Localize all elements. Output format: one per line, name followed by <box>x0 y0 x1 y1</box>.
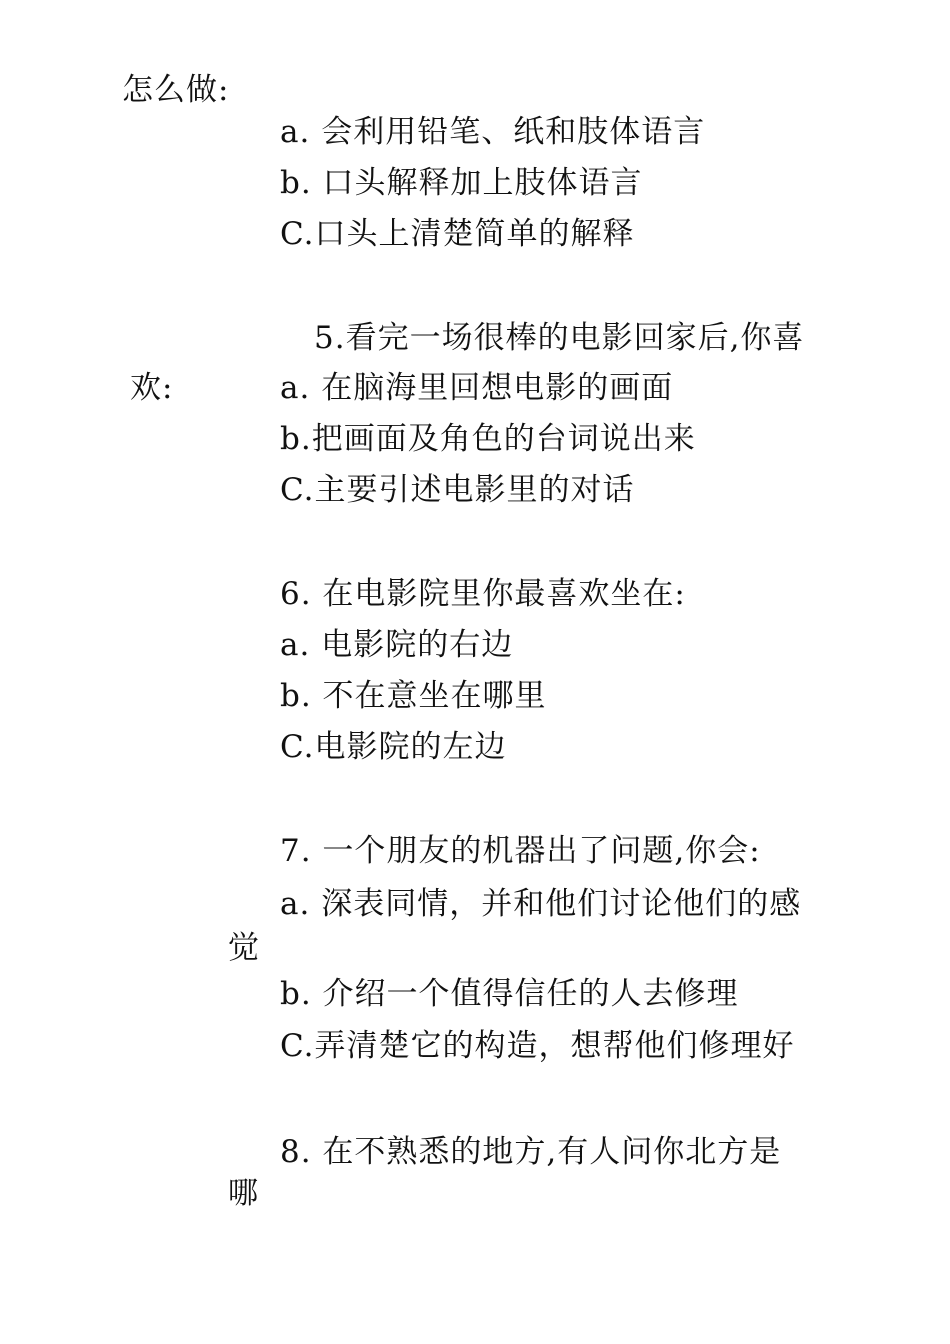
q4-option-a: a. 会利用铅笔、纸和肢体语言 <box>280 114 706 150</box>
q6-prompt: 6. 在电影院里你最喜欢坐在: <box>280 576 686 612</box>
q5-option-b: b.把画面及角色的台词说出来 <box>280 421 696 457</box>
q7-option-a-continuation: 觉 <box>228 930 260 966</box>
q6-option-b: b. 不在意坐在哪里 <box>280 678 547 714</box>
q4-option-b: b. 口头解释加上肢体语言 <box>280 165 643 201</box>
q4-option-c: C.口头上清楚简单的解释 <box>280 216 635 252</box>
q7-option-b: b. 介绍一个值得信任的人去修理 <box>280 976 739 1012</box>
q6-option-c: C.电影院的左边 <box>280 729 507 765</box>
q4-continuation: 怎么做: <box>122 72 230 108</box>
q6-option-a: a. 电影院的右边 <box>280 627 514 663</box>
q8-continuation: 哪 <box>228 1176 259 1211</box>
q7-prompt: 7. 一个朋友的机器出了问题,你会: <box>280 833 761 869</box>
q8-prompt: 8. 在不熟悉的地方,有人问你北方是 <box>280 1134 782 1170</box>
q5-prompt: 5.看完一场很棒的电影回家后,你喜 <box>314 320 805 356</box>
q5-option-a: a. 在脑海里回想电影的画面 <box>280 370 674 406</box>
q5-continuation: 欢: <box>130 370 174 406</box>
q7-option-a: a. 深表同情，并和他们讨论他们的感 <box>280 886 802 922</box>
q7-option-c: C.弄清楚它的构造，想帮他们修理好 <box>280 1028 795 1064</box>
q5-option-c: C.主要引述电影里的对话 <box>280 472 635 508</box>
